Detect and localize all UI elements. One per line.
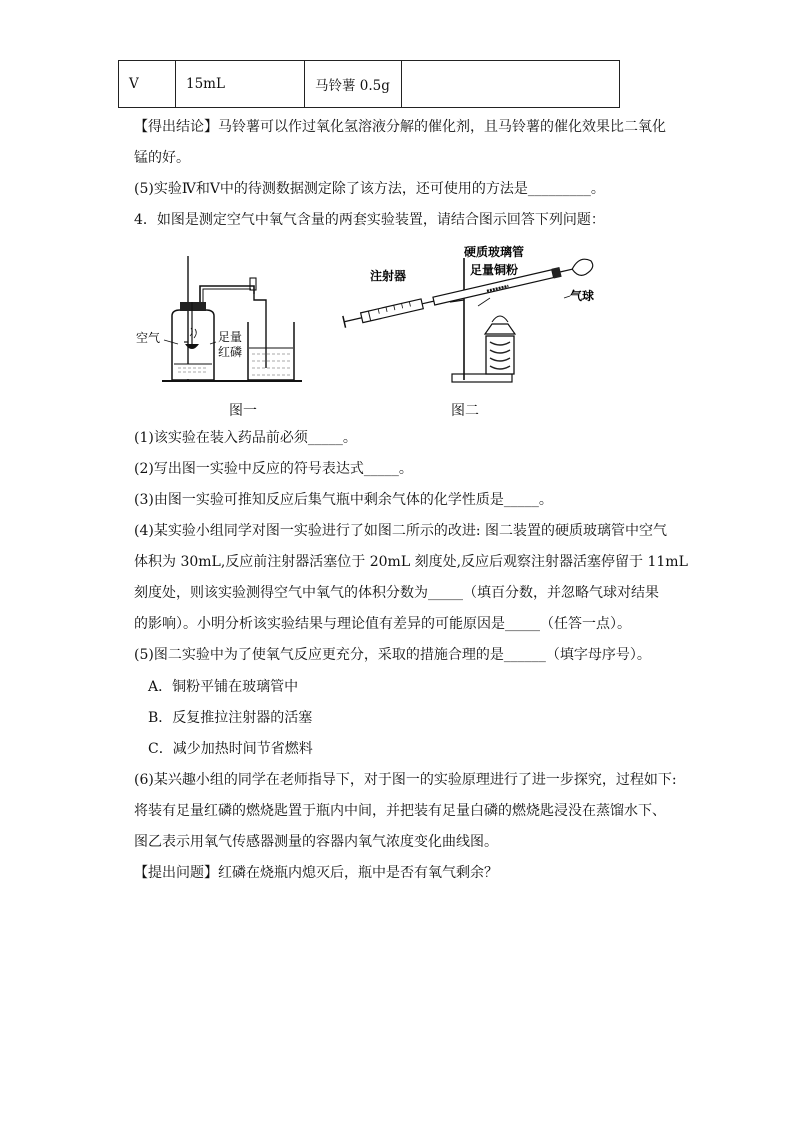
table-cell [402,61,620,108]
figure-one-apparatus [134,248,304,400]
problem-4-stem: 4．如图是测定空气中氧气含量的两套实验装置，请结合图示回答下列问题： [134,212,605,228]
raise-question: 【提出问题】红磷在烧瓶内熄灭后，瓶中是否有氧气剩余？ [134,865,498,881]
label-enough: 足量 [218,330,243,344]
label-copper: 足量铜粉 [470,263,519,277]
experiment-table [118,60,620,108]
conclusion-line-2: 锰的好。 [134,150,190,166]
question-4-line-3: 刻度处，则该实验测得空气中氧气的体积分数为_____（填百分数，并忽略气球对结果 [134,585,659,601]
question-2: (2)写出图一实验中反应的符号表达式_____。 [134,461,413,477]
question-4-line-2: 体积为 30mL,反应前注射器活塞位于 20mL 刻度处,反应后观察注射器活塞停留于 11mL [134,554,688,570]
figure-two-apparatus [340,238,610,394]
table-row [119,61,620,108]
question-3: (3)由图一实验可推知反应后集气瓶中剩余气体的化学性质是_____。 [134,492,553,508]
conclusion-line-1: 【得出结论】马铃薯可以作过氧化氢溶液分解的催化剂，且马铃薯的催化效果比二氧化 [134,119,666,135]
question-5-figure2: (5)图二实验中为了使氧气反应更充分，采取的措施合理的是______（填字母序号）。 [134,647,651,663]
question-6-line-2: 将装有足量红磷的燃烧匙置于瓶内中间，并把装有足量白磷的燃烧匙浸没在蒸馏水下、 [134,803,666,819]
option-c: C．减少加热时间节省燃料 [148,741,313,757]
table-cell: 马铃薯 0.5g [305,61,402,108]
option-a: A．铜粉平铺在玻璃管中 [148,679,299,695]
label-air: 空气 [136,331,161,345]
label-balloon: 气球 [570,289,595,303]
option-b: B．反复推拉注射器的活塞 [148,710,313,726]
question-6-line-1: (6)某兴趣小组的同学在老师指导下，对于图一的实验原理进行了进一步探究，过程如下: [134,772,677,788]
question-4-line-4: 的影响）。小明分析该实验结果与理论值有差异的可能原因是_____（任答一点）。 [134,616,631,632]
figure-one-caption: 图一 [229,403,257,419]
figure-two-caption: 图二 [451,403,479,419]
table-cell: Ⅴ [119,61,176,108]
question-5: (5)实验Ⅳ和Ⅴ中的待测数据测定除了该方法，还可使用的方法是_________。 [134,181,605,197]
label-red-phosphorus: 红磷 [218,345,243,359]
question-1: (1)该实验在装入药品前必须_____。 [134,430,357,446]
question-6-line-3: 图乙表示用氧气传感器测量的容器内氧气浓度变化曲线图。 [134,834,498,850]
table-cell: 15mL [176,61,305,108]
question-4-line-1: (4)某实验小组同学对图一实验进行了如图二所示的改进: 图二装置的硬质玻璃管中空气 [134,523,667,539]
label-glass-tube: 硬质玻璃管 [464,245,525,259]
label-syringe: 注射器 [370,269,407,283]
